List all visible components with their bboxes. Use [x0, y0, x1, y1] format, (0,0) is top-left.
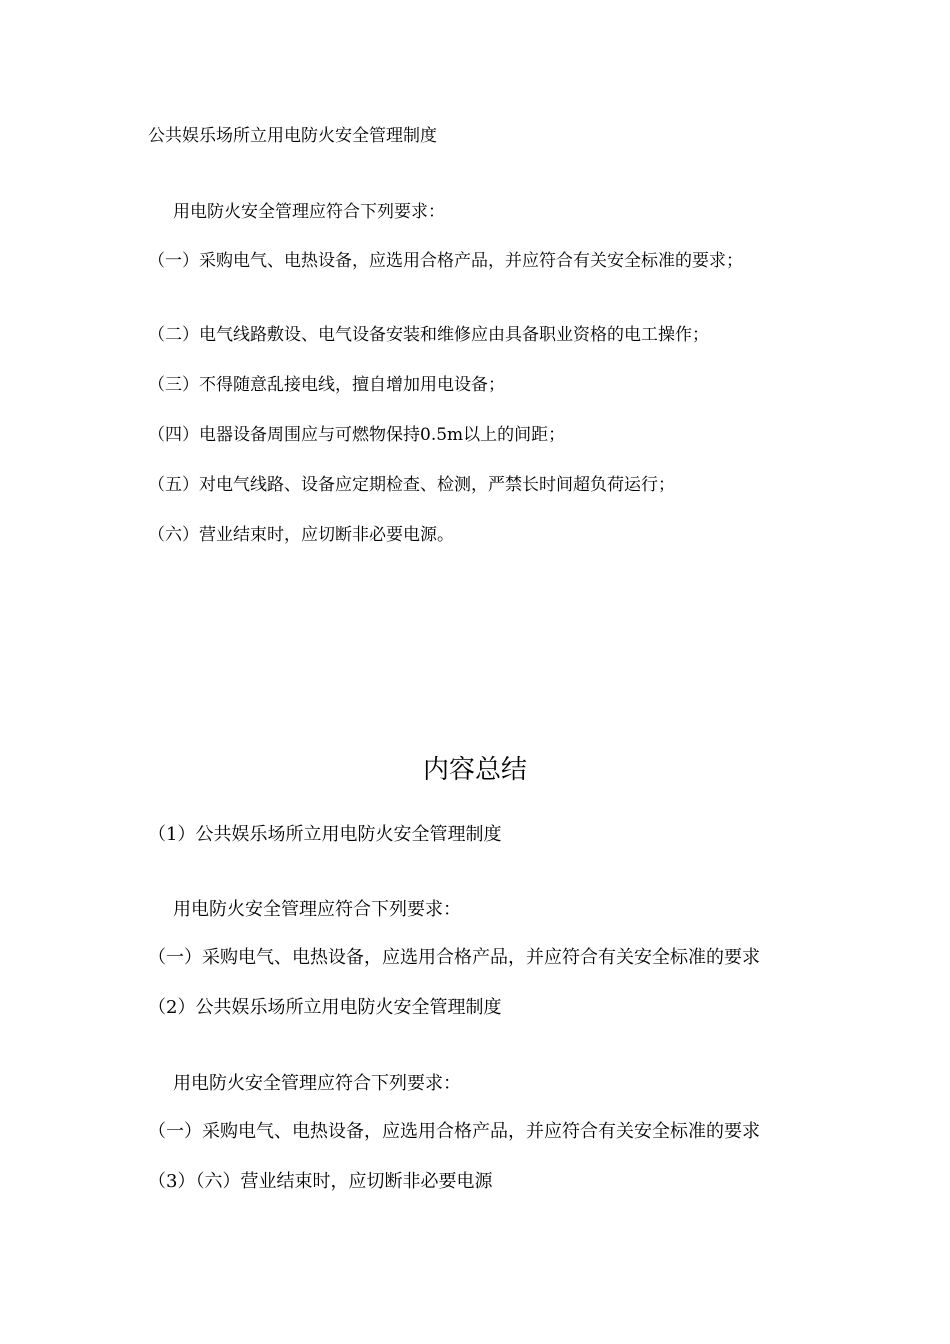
summary-section-2-intro: 用电防火安全管理应符合下列要求： [173, 1073, 461, 1094]
requirement-item-3: （三）不得随意乱接电线，擅自增加用电设备； [148, 375, 505, 395]
requirement-item-5: （五）对电气线路、设备应定期检查、检测，严禁长时间超负荷运行； [148, 475, 675, 495]
summary-section-1-intro: 用电防火安全管理应符合下列要求： [173, 899, 461, 920]
summary-section-1-item: （一）采购电气、电热设备，应选用合格产品，并应符合有关安全标准的要求 [148, 947, 760, 968]
document-heading: 公共娱乐场所立用电防火安全管理制度 [148, 126, 437, 146]
summary-section-3-heading: （3）（六）营业结束时，应切断非必要电源 [148, 1171, 493, 1192]
requirement-item-2: （二）电气线路敷设、电气设备安装和维修应由具备职业资格的电工操作； [148, 325, 709, 345]
requirement-item-1: （一）采购电气、电热设备，应选用合格产品，并应符合有关安全标准的要求； [148, 251, 743, 271]
requirement-item-6: （六）营业结束时，应切断非必要电源。 [148, 525, 454, 545]
summary-section-1-heading: （1）公共娱乐场所立用电防火安全管理制度 [148, 824, 502, 845]
summary-section-2-heading: （2）公共娱乐场所立用电防火安全管理制度 [148, 997, 502, 1018]
document-intro: 用电防火安全管理应符合下列要求： [173, 202, 445, 222]
summary-title: 内容总结 [422, 755, 527, 785]
requirement-item-4: （四）电器设备周围应与可燃物保持0.5m以上的间距； [148, 425, 566, 445]
summary-section-2-item: （一）采购电气、电热设备，应选用合格产品，并应符合有关安全标准的要求 [148, 1121, 760, 1142]
